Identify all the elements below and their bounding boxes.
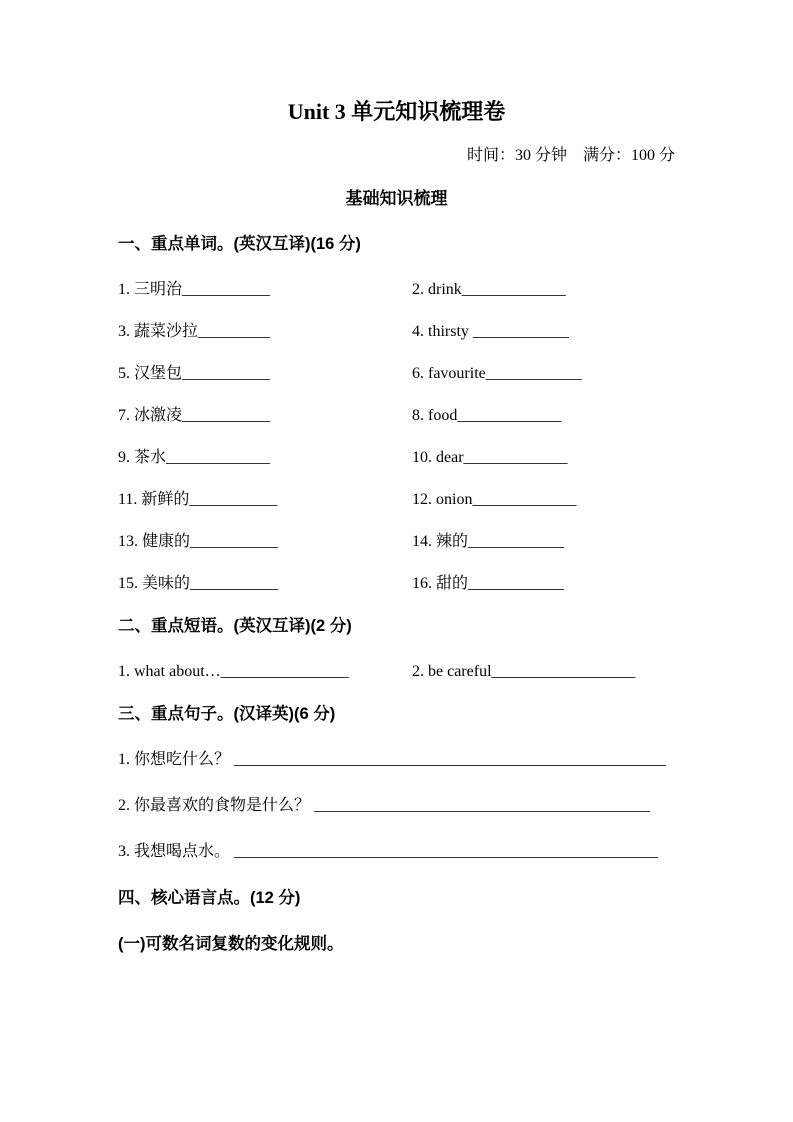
sentence-item-label: 1. 你想吃什么？ bbox=[118, 751, 235, 768]
word-item-label: 13. 健康的 bbox=[118, 533, 191, 550]
word-item-label: 8. food bbox=[412, 407, 458, 424]
page-title: Unit 3 单元知识梳理卷 bbox=[287, 99, 506, 124]
exam-meta: 时间：30 分钟 满分：100 分 bbox=[466, 147, 675, 164]
sentence-item-label: 2. 你最喜欢的食物是什么？ bbox=[118, 797, 315, 814]
word-item bbox=[412, 280, 675, 299]
section-one-heading: 一、重点单词。(英汉互译)(16 分) bbox=[118, 235, 361, 253]
word-item-label: 16. 甜的 bbox=[412, 575, 469, 592]
word-item bbox=[412, 364, 675, 383]
word-item-blank: _____________ bbox=[461, 281, 566, 298]
word-item-blank: _________ bbox=[198, 323, 271, 340]
word-item bbox=[412, 532, 675, 551]
word-list bbox=[118, 280, 675, 593]
section-four-subheading: (一)可数名词复数的变化规则。 bbox=[118, 935, 344, 953]
word-item bbox=[118, 574, 412, 593]
section-subtitle: 基础知识梳理 bbox=[345, 189, 448, 208]
word-item-label: 9. 茶水 bbox=[118, 449, 167, 466]
section-three-heading: 三、重点句子。(汉译英)(6 分) bbox=[118, 705, 336, 723]
word-item bbox=[118, 364, 412, 383]
word-item bbox=[118, 448, 412, 467]
word-item bbox=[118, 322, 412, 341]
word-item bbox=[118, 280, 412, 299]
word-item-blank: _____________ bbox=[463, 449, 568, 466]
word-item-label: 7. 冰激凌 bbox=[118, 407, 183, 424]
phrase-item-label: 1. what about… bbox=[118, 663, 221, 680]
word-item-label: 3. 蔬菜沙拉 bbox=[118, 323, 199, 340]
sentence-item-blank: ______________________________________________________ bbox=[234, 751, 667, 768]
phrase-list bbox=[118, 662, 675, 681]
word-item-label: 2. drink bbox=[412, 281, 462, 298]
word-item bbox=[412, 406, 675, 425]
section-two-heading: 二、重点短语。(英汉互译)(2 分) bbox=[118, 617, 352, 635]
word-item-blank: _____________ bbox=[166, 449, 271, 466]
word-item-blank: ____________ bbox=[485, 365, 582, 382]
word-item bbox=[412, 574, 675, 593]
word-item bbox=[118, 532, 412, 551]
phrase-item-label: 2. be careful bbox=[412, 663, 492, 680]
word-item-label: 11. 新鲜的 bbox=[118, 491, 190, 508]
word-item bbox=[118, 406, 412, 425]
word-item-blank: ___________ bbox=[190, 533, 279, 550]
sentence-item bbox=[118, 796, 675, 815]
phrase-item-blank: __________________ bbox=[491, 663, 636, 680]
word-item-label: 10. dear bbox=[412, 449, 464, 466]
word-item-blank: ____________ bbox=[472, 323, 569, 340]
phrase-item-blank: ________________ bbox=[220, 663, 349, 680]
section-four-heading: 四、核心语言点。(12 分) bbox=[118, 889, 301, 907]
word-item-blank: ___________ bbox=[182, 281, 271, 298]
word-item bbox=[412, 490, 675, 509]
word-item-label: 15. 美味的 bbox=[118, 575, 191, 592]
word-item bbox=[412, 448, 675, 467]
word-item-blank: _____________ bbox=[472, 491, 577, 508]
word-item bbox=[118, 490, 412, 509]
sentence-item bbox=[118, 750, 675, 769]
sentence-item-blank: _____________________________________________________ bbox=[234, 843, 659, 860]
word-item-blank: ____________ bbox=[468, 575, 565, 592]
phrase-item bbox=[118, 662, 412, 681]
word-item-label: 5. 汉堡包 bbox=[118, 365, 183, 382]
phrase-item bbox=[412, 662, 675, 681]
word-item-blank: ____________ bbox=[468, 533, 565, 550]
word-item-label: 14. 辣的 bbox=[412, 533, 469, 550]
sentence-item bbox=[118, 842, 675, 861]
sentence-item-label: 3. 我想喝点水。 bbox=[118, 843, 235, 860]
word-item-label: 6. favourite bbox=[412, 365, 486, 382]
word-item-blank: ___________ bbox=[189, 491, 278, 508]
word-item-label: 1. 三明治 bbox=[118, 281, 183, 298]
word-item-blank: ___________ bbox=[182, 365, 271, 382]
word-item bbox=[412, 322, 675, 341]
word-item-blank: ___________ bbox=[182, 407, 271, 424]
word-item-label: 4. thirsty bbox=[412, 323, 473, 340]
sentence-item-blank: __________________________________________ bbox=[314, 797, 651, 814]
word-item-blank: _____________ bbox=[457, 407, 562, 424]
word-item-blank: ___________ bbox=[190, 575, 279, 592]
word-item-label: 12. onion bbox=[412, 491, 473, 508]
